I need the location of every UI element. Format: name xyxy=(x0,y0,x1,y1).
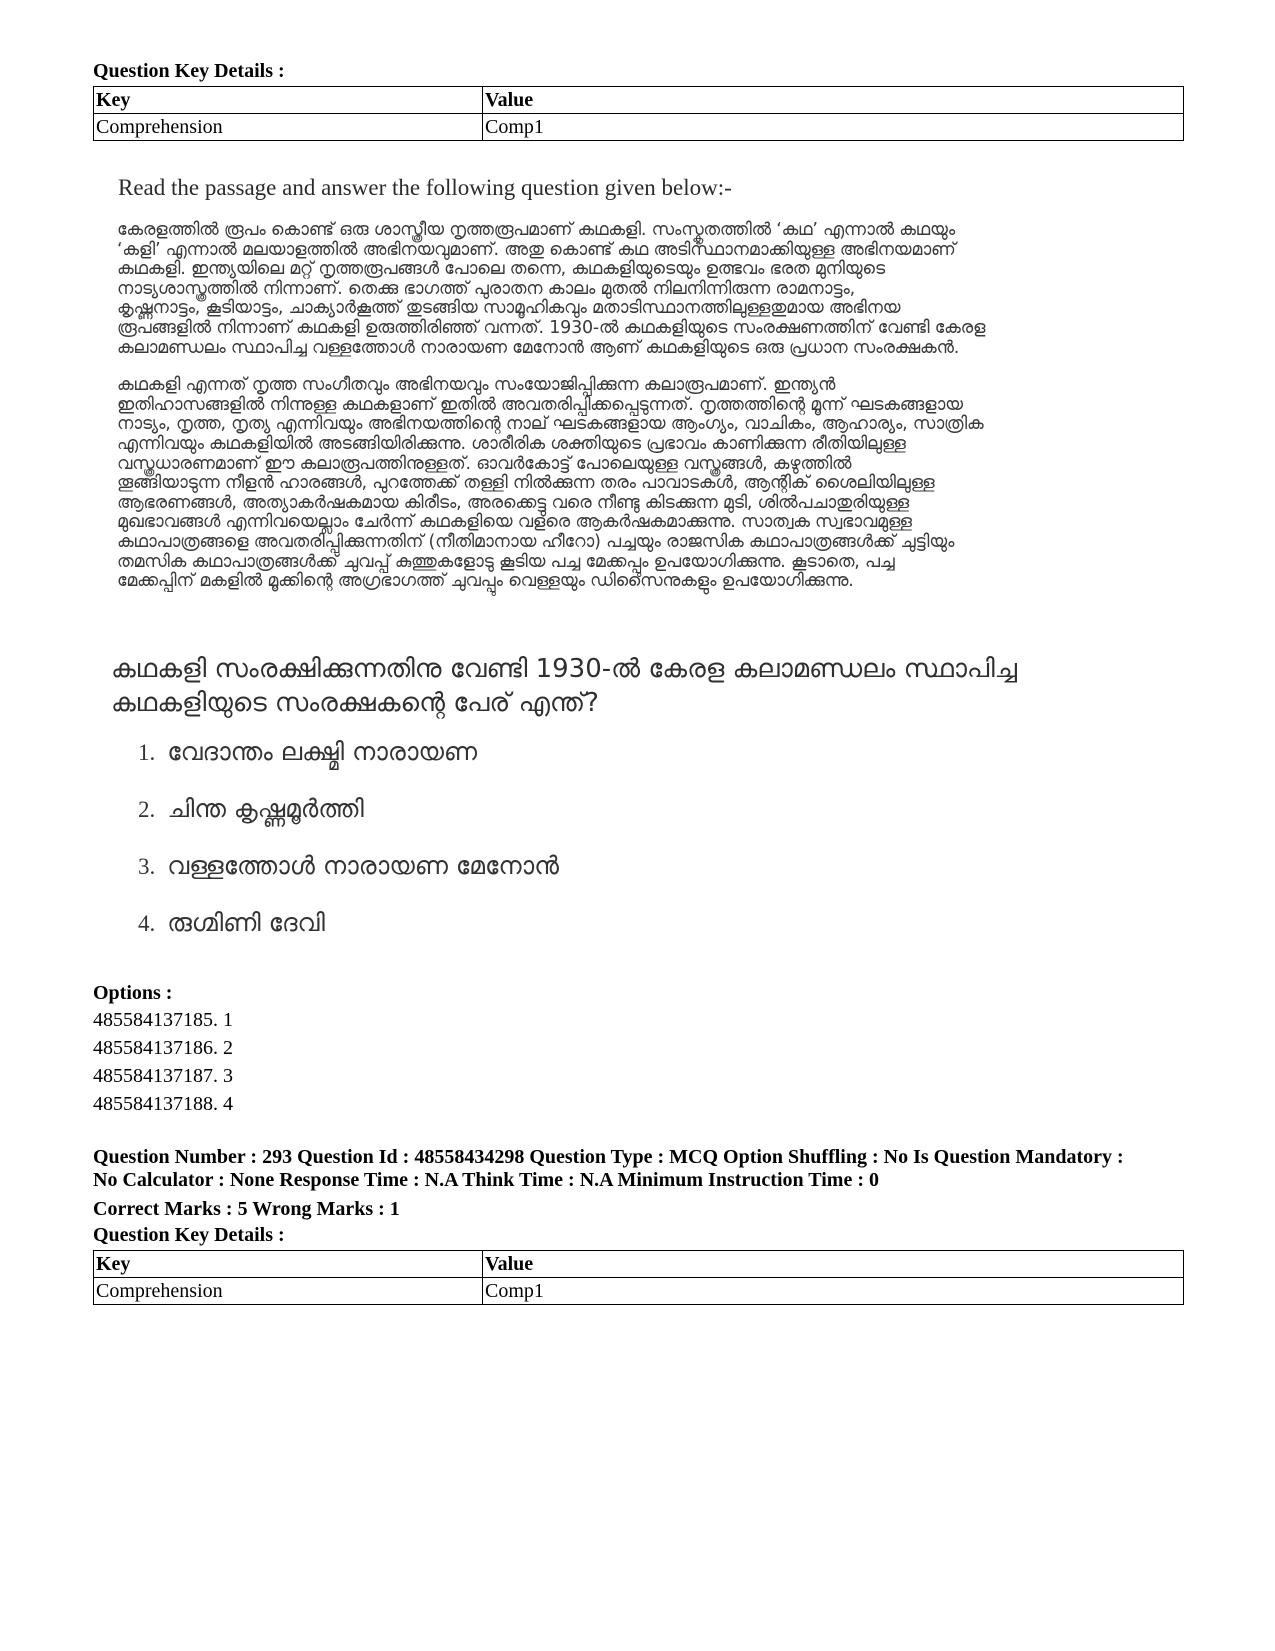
passage-paragraph-1 xyxy=(117,221,1177,358)
passage-line: കലാമണ്ഡലം സ്ഥാപിച്ച വള്ളത്തോൾ നാരായണ മേനോൻ ആണ് കഥകളിയുടെ ഒരു പ്രധാന സംരക്ഷകൻ. xyxy=(117,337,960,358)
table-header-row xyxy=(94,1251,1184,1278)
passage-line: കഥകളി. ഇന്ത്യയിലെ മറ്റ് നൃത്തരൂപങ്ങൾ പോലെ തന്നെ, കഥകളിയുടെയും ഉത്ഭവം ഭരത മുനിയുടെ xyxy=(117,259,885,280)
key-cell: Comprehension xyxy=(94,1278,483,1305)
table-header-row xyxy=(94,87,1184,114)
choice-item xyxy=(138,903,1193,960)
passage-paragraph-2 xyxy=(117,376,1177,592)
passage-line: കേരളത്തിൽ രൂപം കൊണ്ട് ഒരു ശാസ്ത്രീയ നൃത്തരൂപമാണ് കഥകളി. സംസ്കൃതത്തിൽ ‘കഥ’ എന്നാൽ കഥയും xyxy=(117,220,955,240)
choice-text: വേദാന്തം ലക്ഷ്മി നാരായണ xyxy=(167,736,478,766)
value-header: Value xyxy=(483,87,1184,114)
question-key-heading: Question Key Details : xyxy=(93,60,285,82)
passage-intro: Read the passage and answer the following question given below:- xyxy=(118,175,732,200)
question-image xyxy=(93,163,1193,960)
passage-line: കൃഷ്ണനാട്ടം, കൂടിയാട്ടം, ചാക്യാർകൂത്ത് തുടങ്ങിയ സാമൂഹികവും മതാടിസ്ഥാനത്തിലുള്ളതുമായ അഭിനയ xyxy=(117,298,901,319)
lower-section xyxy=(93,980,1193,1305)
passage-line: കഥകളി എന്നത് നൃത്ത സംഗീതവും അഭിനയവും സംയോജിപ്പിക്കുന്ന കലാരൂപമാണ്. ഇന്ത്യൻ xyxy=(117,375,836,396)
marks-line: Correct Marks : 5 Wrong Marks : 1 xyxy=(93,1198,400,1220)
passage-line: മേക്കപ്പിന് മകളിൽ മൂക്കിന്റെ അഗ്രഭാഗത്ത് ചുവപ്പും വെള്ളയും ഡിസൈനുകളും ഉപയോഗിക്കുന്നു. xyxy=(117,571,854,592)
choice-item xyxy=(138,732,1193,789)
question-text xyxy=(111,652,1111,720)
passage-line: ആഭരണങ്ങൾ, അത്യാകർഷകമായ കിരീടം, അരക്കെട്ടു വരെ നീണ്ടു കിടക്കുന്ന മുടി, ശിൽപചാതുരിയുള്ള xyxy=(117,492,909,513)
passage-line: ‘കളി’ എന്നാൽ മലയാളത്തിൽ അഭിനയവുമാണ്. അതു കൊണ്ട് കഥ അടിസ്ഥാനമാക്കിയുള്ള അഭിനയമാണ് xyxy=(117,239,956,260)
passage-line: തമസിക കഥാപാത്രങ്ങൾക്ക് ചുവപ്പ് കുത്തുകളോടു കൂടിയ പച്ച മേക്കപ്പും ഉപയോഗിക്കുന്നു. കൂടാതെ, പച്ച xyxy=(117,551,895,572)
choice-number: 3. xyxy=(138,853,156,879)
choice-text: ചിന്ത കൃഷ്ണമൂർത്തി xyxy=(167,793,364,823)
value-header: Value xyxy=(483,1251,1184,1278)
choice-number: 2. xyxy=(138,796,156,822)
value-cell: Comp1 xyxy=(483,1278,1184,1305)
option-id: 485584137186. 2 xyxy=(93,1037,233,1059)
choice-number: 4. xyxy=(138,910,156,936)
option-id: 485584137188. 4 xyxy=(93,1093,233,1115)
question-key-heading: Question Key Details : xyxy=(93,1224,285,1246)
choice-item xyxy=(138,846,1193,903)
top-section xyxy=(93,58,1185,141)
choice-text: രുഗ്മിണി ദേവി xyxy=(167,907,325,937)
table-row xyxy=(94,1278,1184,1305)
question-line: കഥകളി സംരക്ഷിക്കുന്നതിനു വേണ്ടി 1930-ൽ കേരള കലാമണ്ഡലം സ്ഥാപിച്ച xyxy=(111,653,1018,684)
value-cell: Comp1 xyxy=(483,114,1184,141)
choice-item xyxy=(138,789,1193,846)
question-meta-line: No Calculator : None Response Time : N.A Think Time : N.A Minimum Instruction Time : 0 xyxy=(93,1169,879,1191)
question-meta xyxy=(93,1146,1193,1192)
question-line: കഥകളിയുടെ സംരക്ഷകന്റെ പേര് എന്ത്? xyxy=(111,687,599,718)
question-key-table xyxy=(93,86,1184,141)
option-id: 485584137187. 3 xyxy=(93,1065,233,1087)
passage-line: എന്നിവയും കഥകളിയിൽ അടങ്ങിയിരിക്കുന്നു. ശാരീരിക ശക്തിയുടെ പ്രഭാവം കാണിക്കുന്ന രീതിയിലുള്ള xyxy=(117,433,906,454)
passage-line: വസ്ത്രധാരണമാണ് ഈ കലാരൂപത്തിനുള്ളത്. ഓവർകോട്ട് പോലെയുള്ള വസ്ത്രങ്ങൾ, കഴുത്തിൽ xyxy=(117,453,852,474)
key-header: Key xyxy=(94,1251,483,1278)
options-heading: Options : xyxy=(93,982,173,1004)
passage-line: രൂപങ്ങളിൽ നിന്നാണ് കഥകളി ഉരുത്തിരിഞ്ഞ് വന്നത്. 1930-ൽ കഥകളിയുടെ സംരക്ഷണത്തിന് വേണ്ടി കേരള xyxy=(117,317,986,338)
passage-line: തൂങ്ങിയാടുന്ന നീളൻ ഹാരങ്ങൾ, പുറത്തേക്ക് തള്ളി നിൽക്കുന്ന തരം പാവാടകൾ, ആന്റിക് ശൈലിയിലുള്ള xyxy=(117,473,935,494)
passage-line: നാട്യശാസ്ത്രത്തിൽ നിന്നാണ്. തെക്കു ഭാഗത്ത് പുരാതന കാലം മുതൽ നിലനിന്നിരുന്ന രാമനാട്ടം, xyxy=(117,278,856,299)
passage-line: ഇതിഹാസങ്ങളിൽ നിന്നുള്ള കഥകളാണ് ഇതിൽ അവതരിപ്പിക്കപ്പെടുന്നത്. നൃത്തത്തിന്റെ മൂന്ന് ഘടകങ്ങളായ xyxy=(117,394,963,415)
key-cell: Comprehension xyxy=(94,114,483,141)
passage-line: മുഖഭാവങ്ങൾ എന്നിവയെല്ലാം ചേർന്ന് കഥകളിയെ വളരെ ആകർഷകമാക്കുന്നു. സാത്വക സ്വഭാവമുള്ള xyxy=(117,512,912,533)
passage-line: നാട്യം, നൃത്ത, നൃത്യ എന്നിവയും അഭിനയത്തിന്റെ നാല് ഘടകങ്ങളായ ആംഗ്യം, വാചികം, ആഹാര്യം, സാത്രിക xyxy=(117,414,984,435)
passage-line: കഥാപാത്രങ്ങളെ അവതരിപ്പിക്കുന്നതിന് (നീതിമാനായ ഹീറോ) പച്ചയും രാജസിക കഥാപാത്രങ്ങൾക്ക് ചുട്ടിയും xyxy=(117,531,955,552)
answer-choices xyxy=(138,732,1193,960)
table-row xyxy=(94,114,1184,141)
choice-text: വള്ളത്തോൾ നാരായണ മേനോൻ xyxy=(167,850,560,880)
option-id: 485584137185. 1 xyxy=(93,1009,233,1031)
question-key-table xyxy=(93,1250,1184,1305)
key-header: Key xyxy=(94,87,483,114)
question-meta-line: Question Number : 293 Question Id : 48558434298 Question Type : MCQ Option Shuffling : No Is Question Mandatory : xyxy=(93,1146,1124,1168)
choice-number: 1. xyxy=(138,739,156,765)
